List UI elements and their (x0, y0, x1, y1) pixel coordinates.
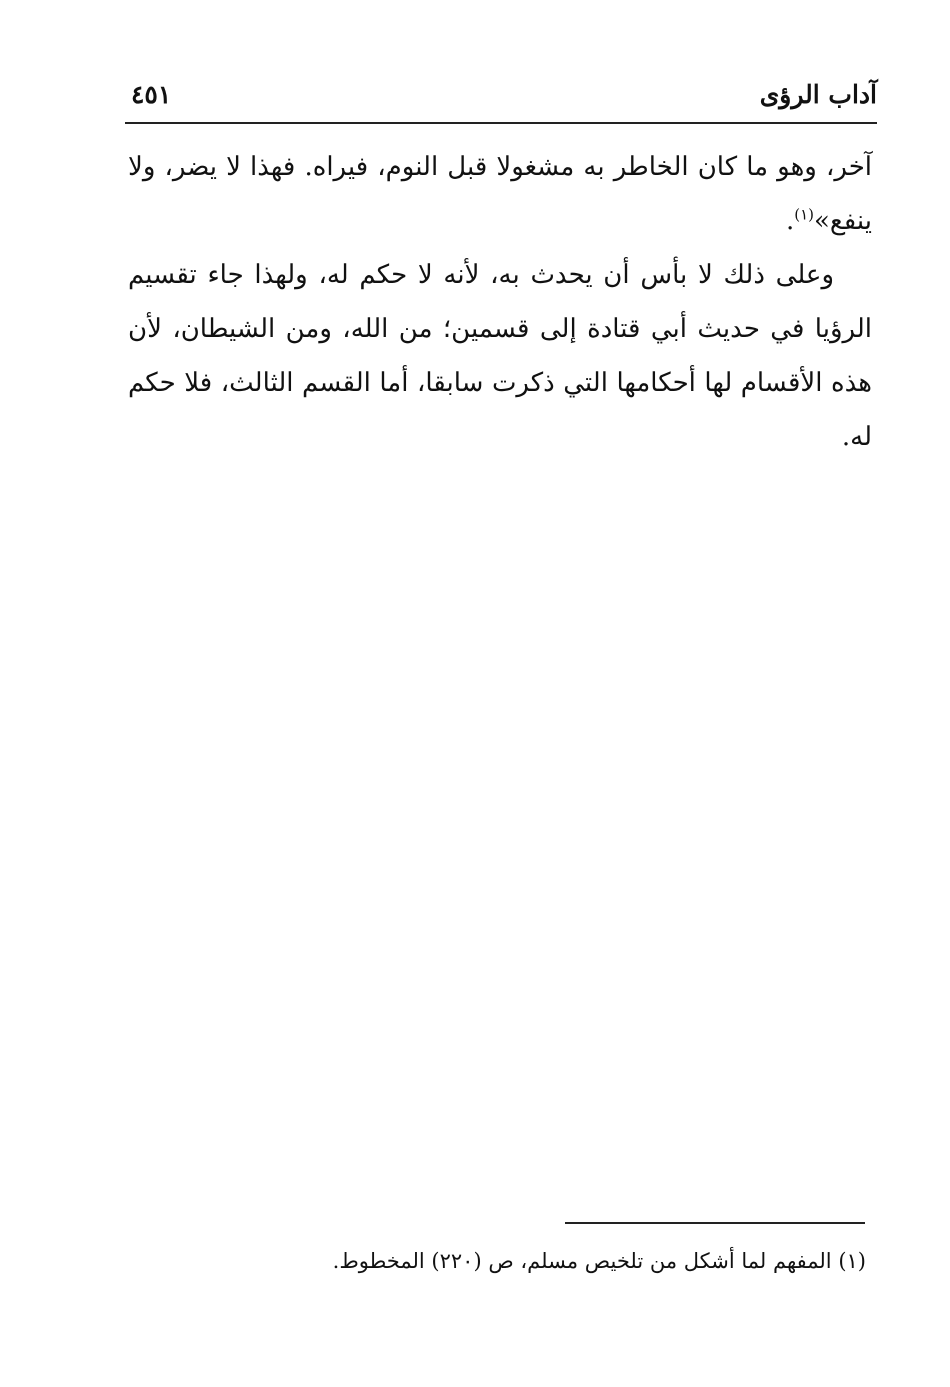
footnote-reference: (١) (794, 205, 815, 224)
running-title: آداب الرؤى (759, 80, 877, 109)
page-header (125, 70, 877, 122)
page-number: ٤٥١ (131, 80, 172, 109)
footnote-text: المفهم لما أشكل من تلخيص مسلم، ص (٢٢٠) المخطوط. (332, 1249, 832, 1273)
paragraph-1-end: . (785, 206, 795, 236)
main-text (128, 140, 872, 464)
paragraph-2: وعلى ذلك لا بأس أن يحدث به، لأنه لا حكم له، ولهذا جاء تقسيم الرؤيا في حديث أبي قتادة إلى قسمين؛ من الله، ومن الشيطان، لأن هذه الأقسام لها أحكامها التي ذكرت سابقا، أما القسم الثالث، فلا حكم له. (128, 260, 872, 452)
header-rule (125, 122, 877, 124)
paragraph-1 (128, 140, 872, 248)
footnote-number: (١) (838, 1249, 866, 1273)
footnote-separator (565, 1222, 865, 1224)
paragraph-1-text: آخر، وهو ما كان الخاطر به مشغولا قبل النوم، فيراه. فهذا لا يضر، ولا ينفع» (128, 152, 872, 236)
footnote-1 (128, 1244, 866, 1278)
